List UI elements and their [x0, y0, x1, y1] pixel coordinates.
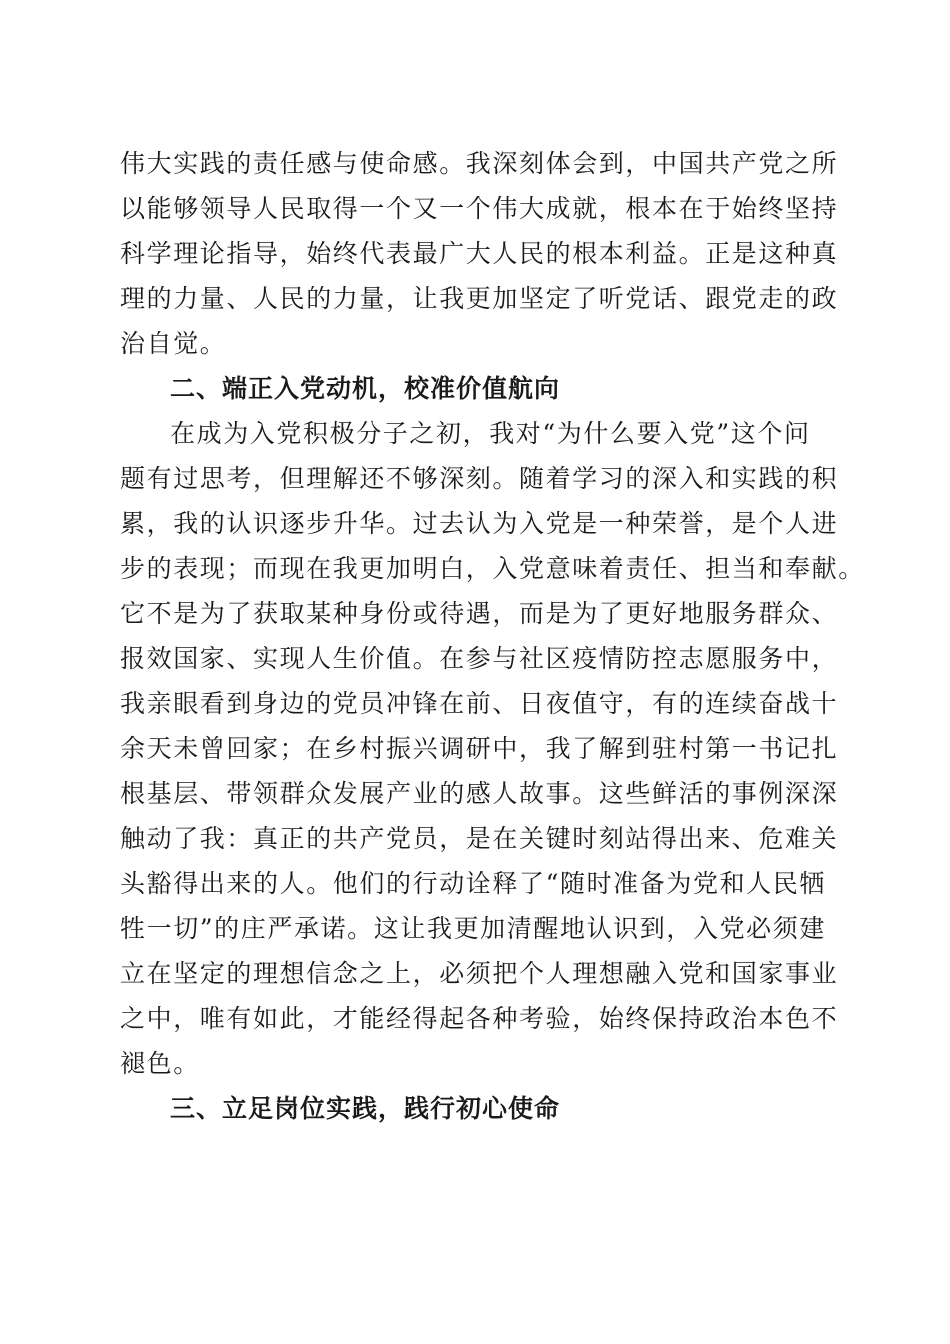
paragraph-line: 它不是为了获取某种身份或待遇，而是为了更好地服务群众、 [120, 599, 839, 628]
paragraph-line: 科学理论指导，始终代表最广大人民的根本利益。正是这种真 [120, 239, 839, 268]
paragraph-line: 报效国家、实现人生价值。在参与社区疫情防控志愿服务中， [120, 644, 839, 673]
paragraph-line: 在成为入党积极分子之初，我对“为什么要入党”这个问 [170, 419, 811, 448]
paragraph-line: 余天未曾回家；在乡村振兴调研中，我了解到驻村第一书记扎 [120, 734, 839, 763]
paragraph-line: 步的表现；而现在我更加明白，入党意味着责任、担当和奉献。 [120, 554, 865, 583]
paragraph-line: 理的力量、人民的力量，让我更加坚定了听党话、跟党走的政 [120, 284, 839, 313]
paragraph-line: 以能够领导人民取得一个又一个伟大成就，根本在于始终坚持 [120, 194, 839, 223]
paragraph-line: 伟大实践的责任感与使命感。我深刻体会到，中国共产党之所 [120, 149, 839, 178]
section-heading-2: 二、端正入党动机，校准价值航向 [170, 374, 561, 403]
paragraph-line: 我亲眼看到身边的党员冲锋在前、日夜值守，有的连续奋战十 [120, 689, 839, 718]
paragraph-line: 头豁得出来的人。他们的行动诠释了“随时准备为党和人民牺 [120, 869, 826, 898]
paragraph-line: 褪色。 [120, 1049, 200, 1078]
paragraph-line: 立在坚定的理想信念之上，必须把个人理想融入党和国家事业 [120, 959, 839, 988]
paragraph-line: 累，我的认识逐步升华。过去认为入党是一种荣誉，是个人进 [120, 509, 839, 538]
paragraph-line: 根基层、带领群众发展产业的感人故事。这些鲜活的事例深深 [120, 779, 839, 808]
section-heading-3: 三、立足岗位实践，践行初心使命 [170, 1094, 561, 1123]
paragraph-line: 触动了我：真正的共产党员，是在关键时刻站得出来、危难关 [120, 824, 839, 853]
paragraph-line: 题有过思考，但理解还不够深刻。随着学习的深入和实践的积 [120, 464, 839, 493]
paragraph-line: 牲一切”的庄严承诺。这让我更加清醒地认识到，入党必须建 [120, 914, 826, 943]
paragraph-line: 之中，唯有如此，才能经得起各种考验，始终保持政治本色不 [120, 1004, 839, 1033]
paragraph-line: 治自觉。 [120, 329, 227, 358]
